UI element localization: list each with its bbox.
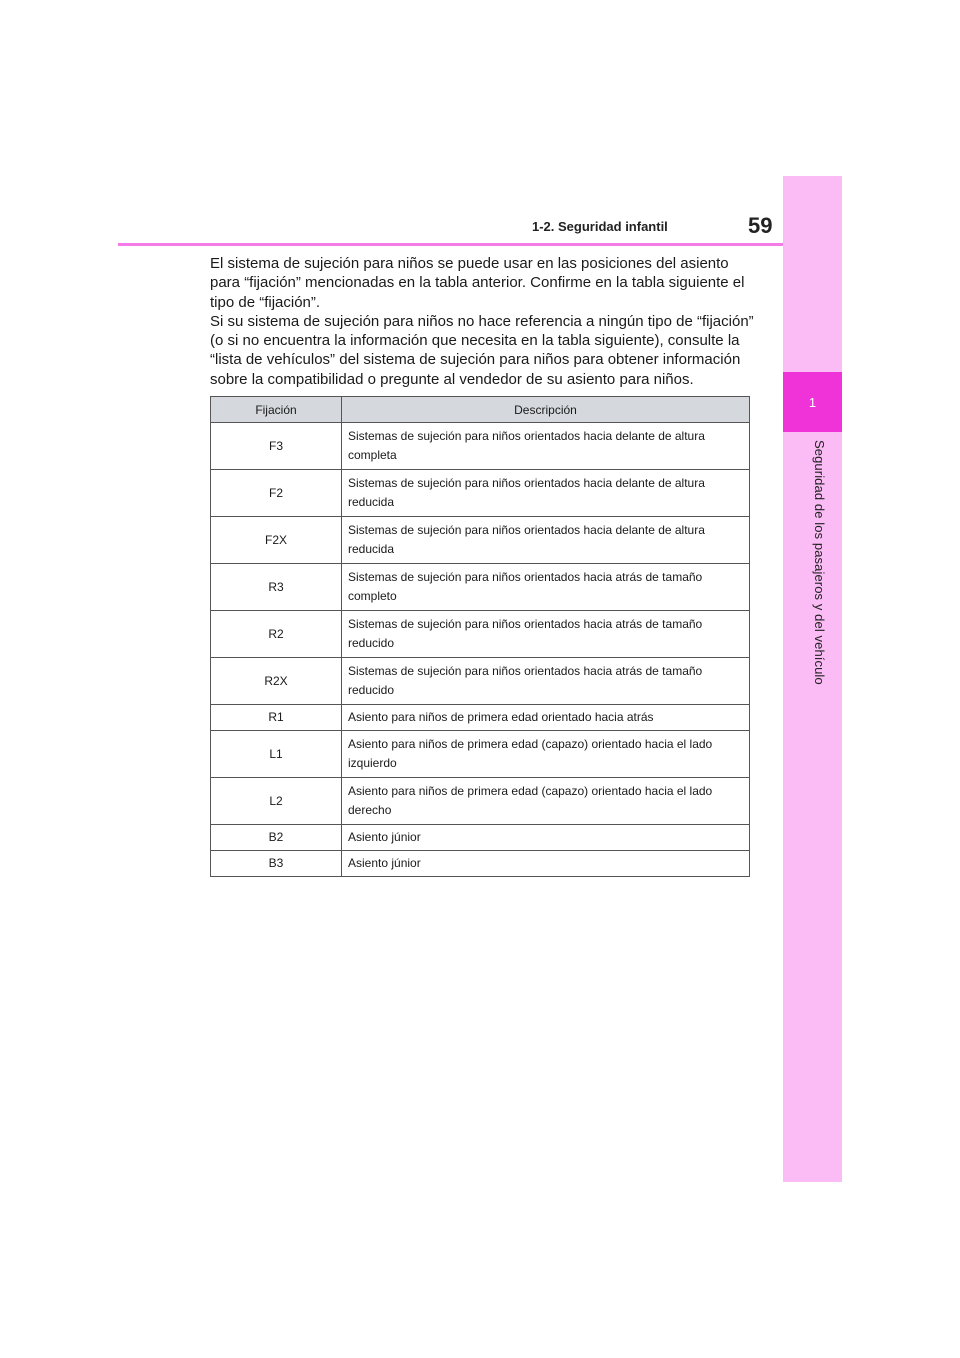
- intro-text: [210, 254, 755, 389]
- fixation-description: Asiento júnior: [342, 851, 750, 877]
- table-row: [211, 564, 750, 611]
- column-header-descripcion: Descripción: [342, 397, 750, 423]
- table-row: [211, 825, 750, 851]
- fixation-code: F3: [211, 423, 342, 470]
- fixation-description: Sistemas de sujeción para niños orientados hacia delante de altura reducida: [342, 517, 750, 564]
- fixation-description: Sistemas de sujeción para niños orientados hacia delante de altura completa: [342, 423, 750, 470]
- fixation-description: Sistemas de sujeción para niños orientados hacia delante de altura reducida: [342, 470, 750, 517]
- column-header-fijacion: Fijación: [211, 397, 342, 423]
- fixation-code: R2: [211, 611, 342, 658]
- fixation-description: Asiento para niños de primera edad orientado hacia atrás: [342, 705, 750, 731]
- fixation-table: [210, 396, 750, 877]
- table-header-row: [211, 397, 750, 423]
- fixation-code: F2X: [211, 517, 342, 564]
- table-row: [211, 731, 750, 778]
- chapter-title: Seguridad de los pasajeros y del vehículo: [812, 440, 827, 685]
- fixation-description: Asiento para niños de primera edad (capazo) orientado hacia el lado derecho: [342, 778, 750, 825]
- intro-paragraph-1: El sistema de sujeción para niños se puede usar en las posiciones del asiento para “fijación” mencionadas en la tabla anterior. Confirme en la tabla siguiente el tipo de “fijación”.: [210, 255, 745, 311]
- fixation-description: Asiento para niños de primera edad (capazo) orientado hacia el lado izquierdo: [342, 731, 750, 778]
- table-row: [211, 517, 750, 564]
- fixation-code: L2: [211, 778, 342, 825]
- page-number: 59: [748, 213, 773, 238]
- table-row: [211, 658, 750, 705]
- table-row: [211, 611, 750, 658]
- fixation-code: B2: [211, 825, 342, 851]
- fixation-code: R3: [211, 564, 342, 611]
- chapter-number: 1: [783, 372, 842, 432]
- fixation-description: Sistemas de sujeción para niños orientados hacia atrás de tamaño reducido: [342, 611, 750, 658]
- fixation-code: B3: [211, 851, 342, 877]
- section-title: 1-2. Seguridad infantil: [532, 219, 668, 234]
- table-row: [211, 705, 750, 731]
- table-row: [211, 851, 750, 877]
- fixation-code: R2X: [211, 658, 342, 705]
- fixation-code: L1: [211, 731, 342, 778]
- table-row: [211, 778, 750, 825]
- fixation-description: Sistemas de sujeción para niños orientados hacia atrás de tamaño reducido: [342, 658, 750, 705]
- table-row: [211, 470, 750, 517]
- intro-paragraph-2: Si su sistema de sujeción para niños no hace referencia a ningún tipo de “fijación” (o si no encuentra la información que necesita en la tabla siguiente), consulte la “lista de vehículos” del sistema de sujeción para niños para obtener información sobre la compatibilidad o pregunte al vendedor de su asiento para niños.: [210, 312, 754, 388]
- table-row: [211, 423, 750, 470]
- fixation-description: Asiento júnior: [342, 825, 750, 851]
- fixation-code: R1: [211, 705, 342, 731]
- fixation-code: F2: [211, 470, 342, 517]
- header-rule: [118, 243, 783, 246]
- fixation-description: Sistemas de sujeción para niños orientados hacia atrás de tamaño completo: [342, 564, 750, 611]
